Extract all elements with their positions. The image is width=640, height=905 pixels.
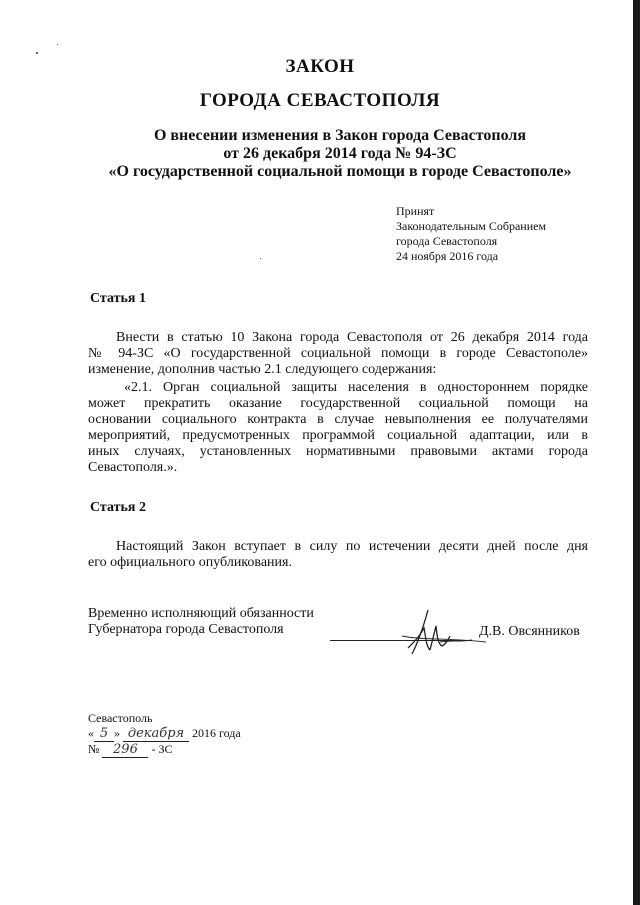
text-line: может прекратить оказание государственной социальной помощи на (88, 396, 588, 411)
adoption-line: Принят (396, 204, 435, 218)
number-prefix: № (88, 742, 100, 756)
scan-speck (57, 44, 58, 45)
adoption-date: 24 ноября 2016 года (396, 249, 499, 263)
date-mid: » (114, 726, 120, 740)
scan-speck (36, 52, 38, 54)
subtitle-line: О внесении изменения в Закон города Севастополя (153, 127, 527, 144)
position-line: Временно исполняющий обязанности (88, 606, 314, 621)
text-line: иных случаях, установленных нормативными правовыми актами города (88, 444, 588, 459)
law-subtitle (40, 127, 640, 181)
adoption-line: Законодательным Собранием (396, 219, 547, 233)
number-handwritten: 296 (102, 742, 148, 758)
article-1-paragraph-2 (88, 380, 588, 476)
position-line: Губернатора города Севастополя (88, 622, 284, 637)
text-line: Настоящий Закон вступает в силу по истечении десяти дней после дня (116, 539, 588, 554)
text-line: Севастополя.». (88, 460, 178, 475)
date-day-handwritten: 5 (94, 726, 114, 742)
date-suffix: 2016 года (192, 726, 241, 740)
text-line: «2.1. Орган социальной защиты населения в одностороннем порядке (124, 380, 588, 395)
footer-city: Севастополь (88, 711, 153, 725)
date-prefix: « (88, 726, 94, 740)
footer-date (88, 726, 241, 742)
scan-speck (260, 258, 261, 259)
subtitle-line: «О государственной социальной помощи в городе Севастополе» (108, 163, 572, 180)
article-1-paragraph-1 (88, 330, 588, 378)
signatory-position (88, 606, 314, 638)
adoption-note (396, 204, 546, 264)
document-type-title: ЗАКОН (285, 56, 355, 77)
article-2-paragraph (88, 539, 588, 571)
text-line: № 94-ЗС «О государственной социальной помощи в городе Севастополе» (88, 346, 588, 361)
text-line: Внести в статью 10 Закона города Севастополя от 26 декабря 2014 года (116, 330, 588, 345)
footer-number (88, 742, 241, 758)
text-line: его официального опубликования. (88, 555, 292, 570)
article-2-title: Статья 2 (90, 500, 146, 515)
issuer-title: ГОРОДА СЕВАСТОПОЛЯ (199, 90, 441, 111)
handwritten-signature (400, 606, 490, 662)
date-month-handwritten: декабря (123, 726, 189, 742)
text-line: мероприятий, предусмотренных программой социальной адаптации, или в (88, 428, 588, 443)
signatory-name: Д.В. Овсянников (479, 624, 580, 639)
number-suffix: - ЗС (151, 742, 173, 756)
text-line: изменение, дополнив частью 2.1 следующего содержания: (88, 362, 437, 377)
text-line: основании социального контракта в случае невыполнения ее получателями (88, 412, 588, 427)
subtitle-line: от 26 декабря 2014 года № 94-ЗС (223, 145, 457, 162)
document-footer (88, 711, 241, 758)
adoption-line: города Севастополя (396, 234, 498, 248)
article-1-title: Статья 1 (90, 291, 146, 306)
